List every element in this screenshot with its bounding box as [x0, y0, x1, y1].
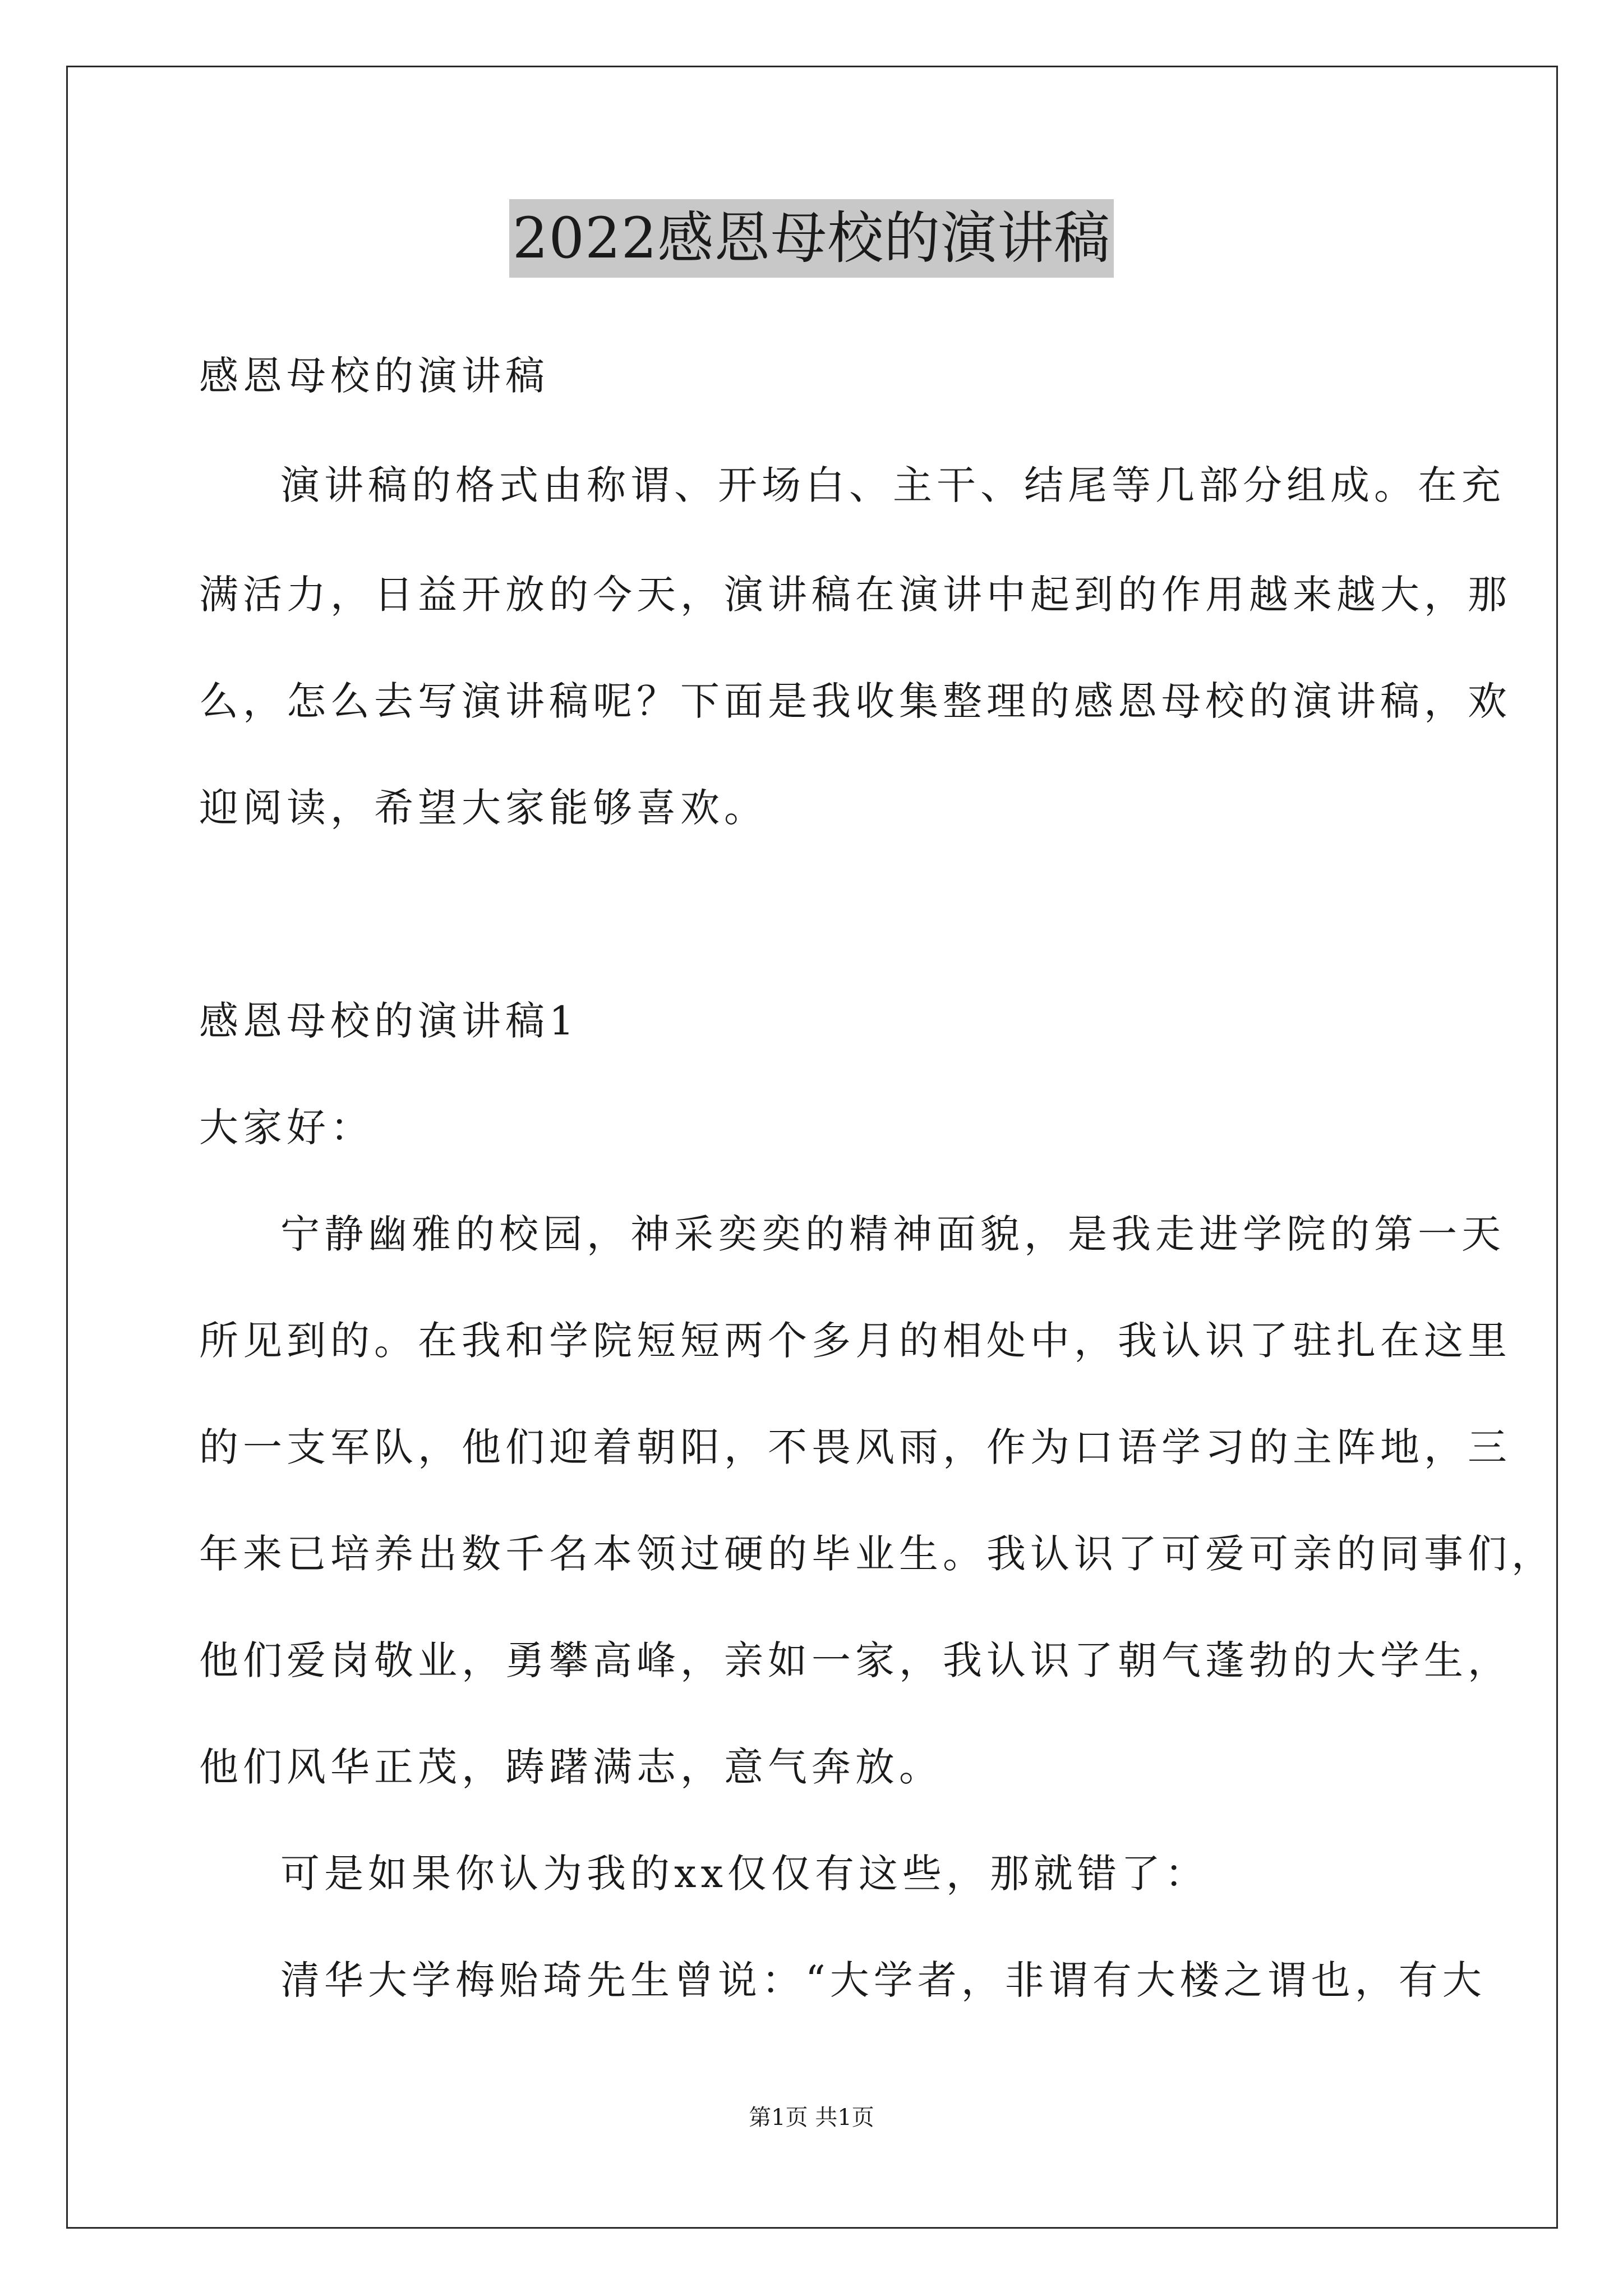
paragraph-line: 清华大学梅贻琦先生曾说：“大学者，非谓有大楼之谓也，有大 — [280, 1957, 1486, 2003]
document-title: 2022感恩母校的演讲稿 — [509, 199, 1114, 278]
paragraph-line: 么，怎么去写演讲稿呢？下面是我收集整理的感恩母校的演讲稿，欢 — [199, 678, 1511, 724]
paragraph-line: 的一支军队，他们迎着朝阳，不畏风雨，作为口语学习的主阵地，三 — [199, 1424, 1511, 1470]
page-footer: 第1页 共1页 — [749, 2105, 874, 2131]
title-container — [0, 199, 1623, 278]
paragraph-line: 迎阅读，希望大家能够喜欢。 — [199, 785, 768, 831]
paragraph-line: 满活力，日益开放的今天，演讲稿在演讲中起到的作用越来越大，那 — [199, 572, 1511, 618]
paragraph-line: 宁静幽雅的校园，神采奕奕的精神面貌，是我走进学院的第一天 — [280, 1211, 1505, 1257]
section-heading: 感恩母校的演讲稿1 — [199, 998, 579, 1044]
paragraph-line: 可是如果你认为我的xx仅仅有这些，那就错了： — [280, 1851, 1209, 1897]
paragraph-line: 他们爱岗敬业，勇攀高峰，亲如一家，我认识了朝气蓬勃的大学生， — [199, 1637, 1511, 1683]
paragraph-line: 演讲稿的格式由称谓、开场白、主干、结尾等几部分组成。在充 — [280, 462, 1505, 508]
section-heading: 感恩母校的演讲稿 — [199, 353, 549, 399]
paragraph-line: 所见到的。在我和学院短短两个多月的相处中，我认识了驻扎在这里 — [199, 1318, 1511, 1364]
greeting: 大家好： — [199, 1105, 374, 1151]
paragraph-line: 年来已培养出数千名本领过硬的毕业生。我认识了可爱可亲的同事们， — [199, 1531, 1555, 1577]
paragraph-line: 他们风华正茂，踌躇满志，意气奔放。 — [199, 1744, 943, 1790]
